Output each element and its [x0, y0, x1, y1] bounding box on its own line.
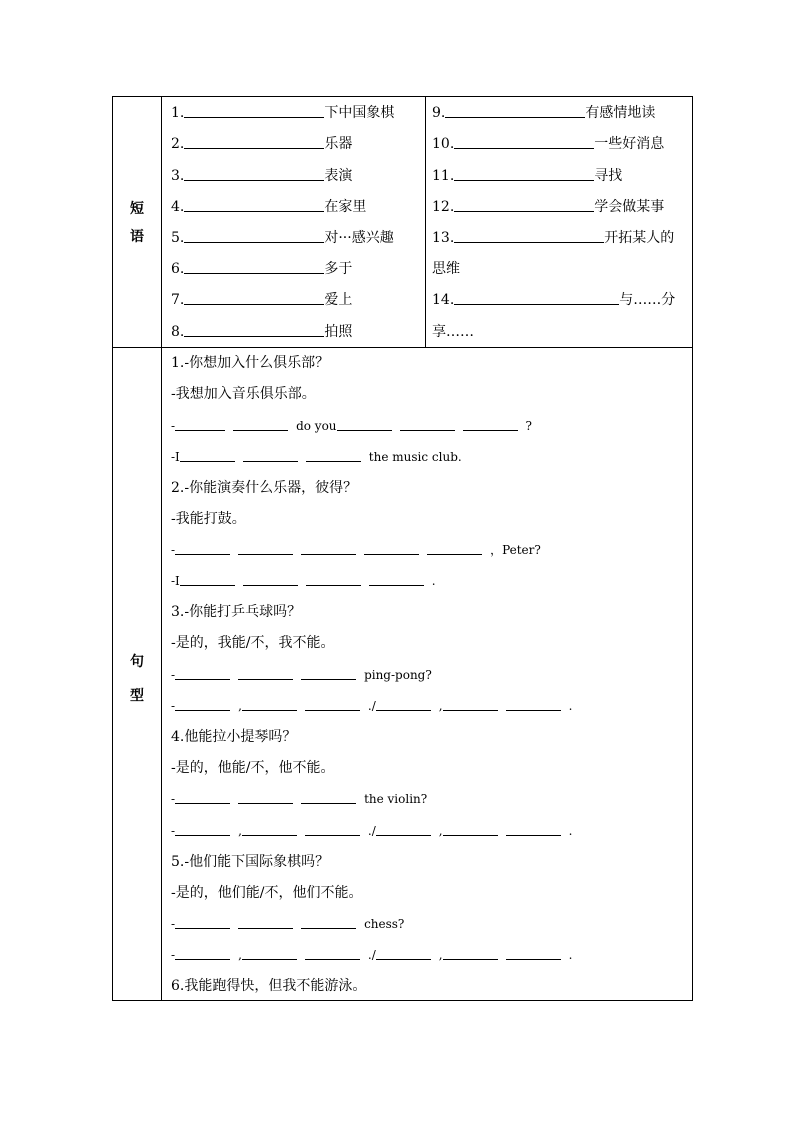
answer-blank[interactable]	[242, 945, 297, 960]
answer-blank[interactable]	[454, 134, 594, 149]
answer-blank[interactable]	[175, 914, 230, 929]
phrase-item: 13. 开拓某人的	[432, 230, 675, 246]
question-title: 1.-你想加入什么俱乐部？	[171, 355, 330, 371]
sentences-label: 句 型	[130, 654, 144, 704]
phrase-item: 4. 在家里	[171, 199, 367, 215]
answer-blank[interactable]	[506, 696, 561, 711]
answer-blank[interactable]	[242, 696, 297, 711]
section-divider	[113, 347, 692, 348]
answer-blank[interactable]	[180, 571, 235, 586]
answer-blank[interactable]	[238, 914, 293, 929]
answer-blank[interactable]	[454, 290, 619, 305]
question-answer: -是的，他们能/不，他们不能。	[171, 885, 363, 901]
answer-blank[interactable]	[305, 945, 360, 960]
question-answer: -是的，我能/不，我不能。	[171, 635, 335, 651]
phrase-item: 9. 有感情地读	[432, 105, 656, 121]
answer-blank[interactable]	[506, 821, 561, 836]
answer-blank[interactable]	[184, 259, 324, 274]
phrase-item-continuation: 思维	[432, 261, 460, 277]
question-title: 2.-你能演奏什么乐器，彼得？	[171, 480, 358, 496]
answer-blank[interactable]	[184, 197, 324, 212]
answer-blank[interactable]	[376, 696, 431, 711]
phrase-item: 6. 多于	[171, 261, 353, 277]
worksheet-table	[112, 96, 693, 1001]
answer-blank[interactable]	[454, 228, 604, 243]
question-title: 4.他能拉小提琴吗？	[171, 729, 297, 745]
english-line: - , ./ , .	[171, 696, 572, 716]
question-title: 5.-他们能下国际象棋吗？	[171, 854, 330, 870]
answer-blank[interactable]	[443, 945, 498, 960]
english-line: - , ./ , .	[171, 945, 572, 965]
answer-blank[interactable]	[306, 571, 361, 586]
answer-blank[interactable]	[463, 416, 518, 431]
phrase-column-divider	[425, 97, 426, 347]
answer-blank[interactable]	[364, 540, 419, 555]
answer-blank[interactable]	[175, 696, 230, 711]
answer-blank[interactable]	[184, 134, 324, 149]
answer-blank[interactable]	[238, 789, 293, 804]
answer-blank[interactable]	[242, 821, 297, 836]
answer-blank[interactable]	[175, 821, 230, 836]
answer-blank[interactable]	[306, 447, 361, 462]
answer-blank[interactable]	[184, 290, 324, 305]
answer-blank[interactable]	[376, 945, 431, 960]
answer-blank[interactable]	[454, 166, 594, 181]
answer-blank[interactable]	[400, 416, 455, 431]
english-line: -I .	[171, 571, 436, 591]
question-title: 3.-你能打乒乓球吗？	[171, 604, 302, 620]
answer-blank[interactable]	[301, 789, 356, 804]
phrase-item: 2. 乐器	[171, 136, 353, 152]
answer-blank[interactable]	[238, 540, 293, 555]
question-answer: -我能打鼓。	[171, 511, 246, 527]
answer-blank[interactable]	[445, 103, 585, 118]
phrases-label: 短 语	[130, 201, 144, 245]
answer-blank[interactable]	[376, 821, 431, 836]
answer-blank[interactable]	[243, 447, 298, 462]
english-line: - do you ?	[171, 416, 532, 436]
english-line: - ping-pong?	[171, 665, 432, 685]
answer-blank[interactable]	[238, 665, 293, 680]
phrase-item: 8. 拍照	[171, 324, 353, 340]
answer-blank[interactable]	[175, 416, 225, 431]
answer-blank[interactable]	[305, 821, 360, 836]
answer-blank[interactable]	[184, 103, 324, 118]
answer-blank[interactable]	[305, 696, 360, 711]
answer-blank[interactable]	[175, 789, 230, 804]
question-title: 6.我能跑得快，但我不能游泳。	[171, 978, 367, 994]
english-line: - ，Peter?	[171, 540, 541, 560]
answer-blank[interactable]	[184, 228, 324, 243]
answer-blank[interactable]	[301, 540, 356, 555]
phrase-item: 3. 表演	[171, 168, 353, 184]
answer-blank[interactable]	[506, 945, 561, 960]
answer-blank[interactable]	[184, 322, 324, 337]
answer-blank[interactable]	[301, 665, 356, 680]
english-line: - chess?	[171, 914, 404, 934]
answer-blank[interactable]	[443, 821, 498, 836]
english-line: - the violin?	[171, 789, 427, 809]
question-answer: -我想加入音乐俱乐部。	[171, 386, 316, 402]
phrase-item: 10. 一些好消息	[432, 136, 665, 152]
phrase-item: 5. 对···感兴趣	[171, 230, 394, 246]
answer-blank[interactable]	[337, 416, 392, 431]
answer-blank[interactable]	[427, 540, 482, 555]
question-answer: -是的，他能/不，他不能。	[171, 760, 335, 776]
phrase-item: 14. 与……分	[432, 292, 676, 308]
answer-blank[interactable]	[175, 540, 230, 555]
phrase-item-continuation: 享……	[432, 324, 474, 340]
phrase-item: 12. 学会做某事	[432, 199, 665, 215]
answer-blank[interactable]	[369, 571, 424, 586]
phrase-item: 1. 下中国象棋	[171, 105, 395, 121]
answer-blank[interactable]	[175, 665, 230, 680]
answer-blank[interactable]	[443, 696, 498, 711]
answer-blank[interactable]	[243, 571, 298, 586]
answer-blank[interactable]	[184, 166, 324, 181]
english-line: - , ./ , .	[171, 821, 572, 841]
label-column-divider	[161, 97, 162, 1000]
answer-blank[interactable]	[233, 416, 288, 431]
phrase-item: 7. 爱上	[171, 292, 353, 308]
answer-blank[interactable]	[301, 914, 356, 929]
phrase-item: 11. 寻找	[432, 168, 623, 184]
answer-blank[interactable]	[180, 447, 235, 462]
answer-blank[interactable]	[175, 945, 230, 960]
english-line: -I the music club.	[171, 447, 462, 467]
answer-blank[interactable]	[454, 197, 594, 212]
